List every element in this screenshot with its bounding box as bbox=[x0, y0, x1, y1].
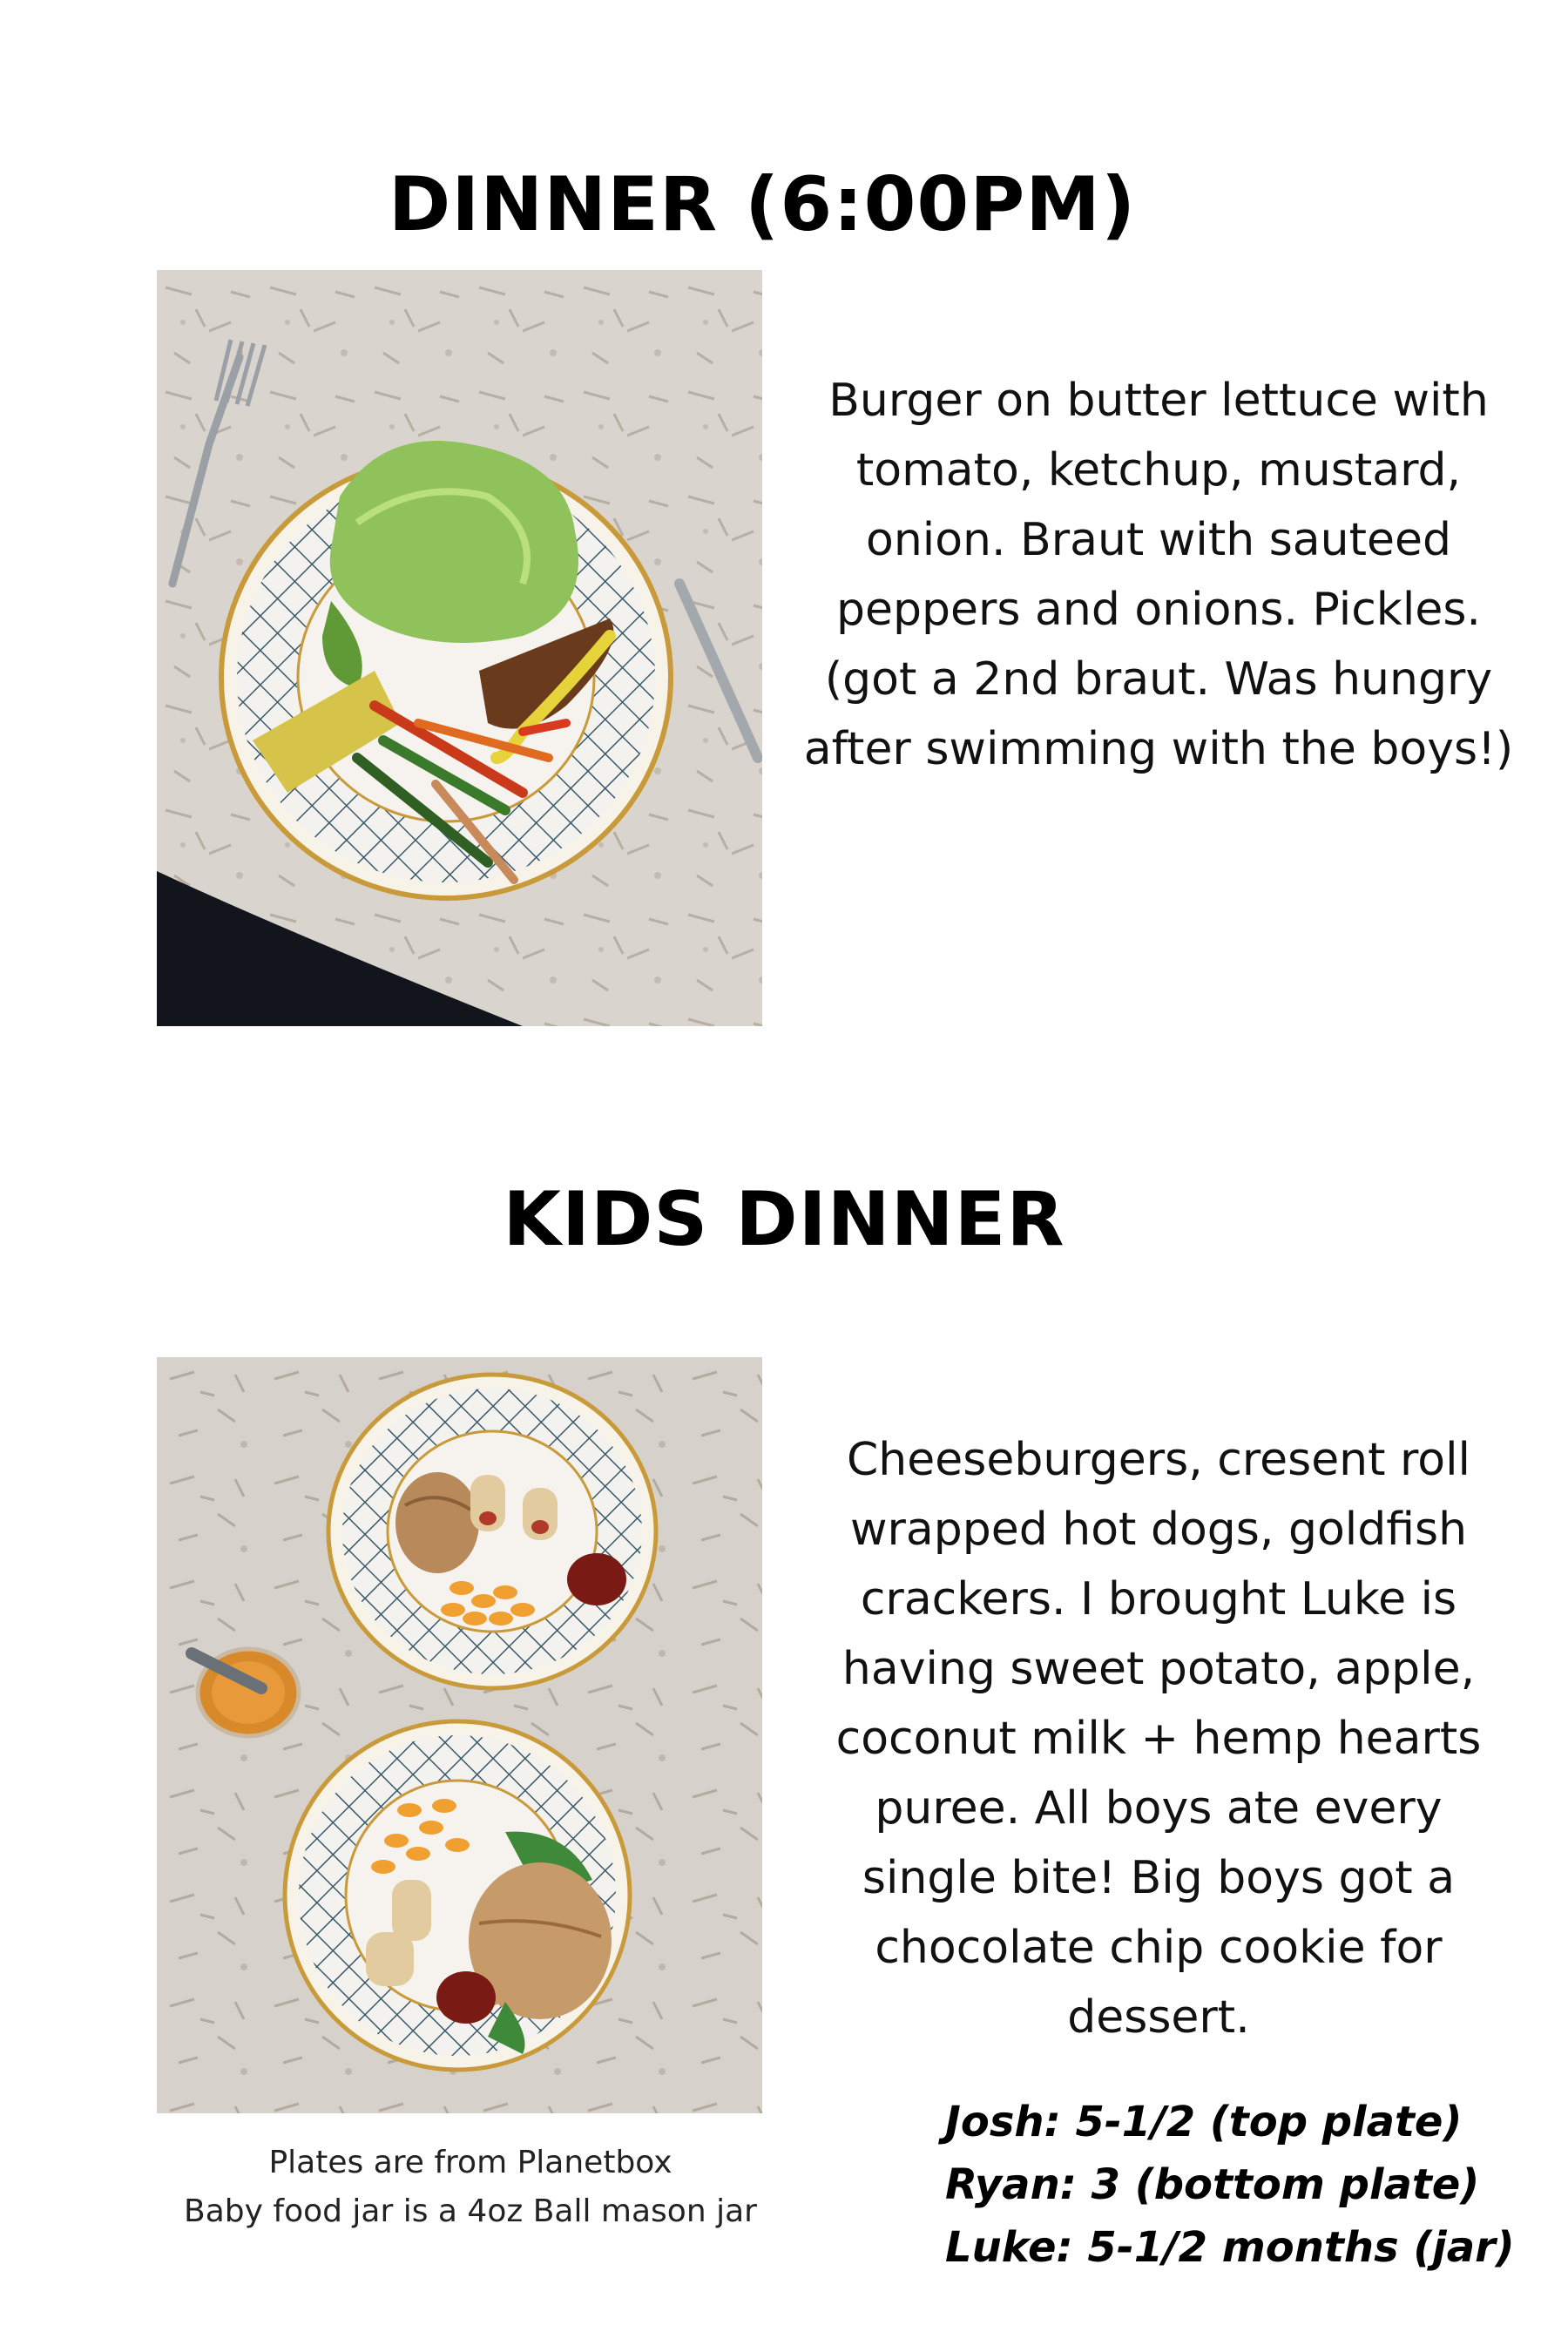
kids-ages-list bbox=[945, 2091, 1515, 2279]
photo-caption bbox=[157, 2139, 784, 2236]
dinner-heading: DINNER (6:00PM) bbox=[388, 161, 1137, 248]
age-luke: Luke: 5-1/2 months (jar) bbox=[945, 2223, 1515, 2272]
caption-line: Baby food jar is a 4oz Ball mason jar bbox=[184, 2193, 757, 2229]
age-ryan: Ryan: 3 (bottom plate) bbox=[945, 2160, 1480, 2209]
kids-dinner-heading: KIDS DINNER bbox=[503, 1176, 1065, 1263]
dinner-photo bbox=[157, 270, 762, 1026]
kids-dinner-photo bbox=[157, 1357, 762, 2113]
caption-line: Plates are from Planetbox bbox=[268, 2145, 672, 2180]
kids-dinner-description: Cheeseburgers, cresent roll wrapped hot dogs, goldfish crackers. I brought Luke is having sweet potato, apple, coconut milk + hemp hearts puree. All boys ate every single bite! Big boys got a chocolate chip cookie for dessert. bbox=[835, 1434, 1482, 2044]
dinner-description: Burger on butter lettuce with tomato, ketchup, mustard, onion. Braut with sauteed peppers and onions. Pickles. (got a 2nd braut. Was hungry after swimming with the boys!) bbox=[803, 375, 1514, 775]
age-josh: Josh: 5-1/2 (top plate) bbox=[945, 2098, 1463, 2146]
